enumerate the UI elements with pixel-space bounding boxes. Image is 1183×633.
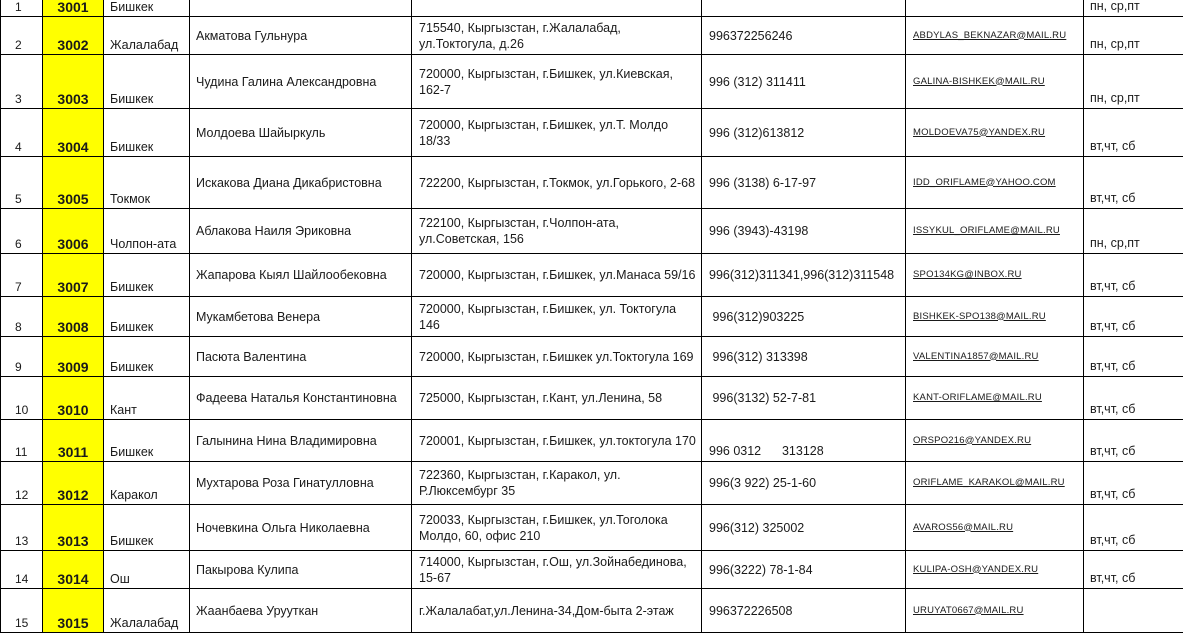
phone-cell[interactable]: 996 (312)613812 — [702, 109, 906, 157]
name-cell[interactable] — [190, 0, 412, 17]
city-cell[interactable]: Ош — [104, 551, 190, 589]
table-row — [1, 254, 1183, 297]
email-link[interactable]: ISSYKUL_ORIFLAME@MAIL.RU — [913, 225, 1060, 236]
name-cell[interactable]: Галынина Нина Владимировна — [190, 420, 412, 462]
phone-cell[interactable]: 996(3222) 78-1-84 — [702, 551, 906, 589]
table-row — [1, 462, 1183, 505]
city-cell[interactable]: Кант — [104, 377, 190, 420]
email-link[interactable]: AVAROS56@MAIL.RU — [913, 522, 1013, 533]
email-link[interactable]: KULIPA-OSH@YANDEX.RU — [913, 564, 1038, 575]
row-number-cell[interactable]: 9 — [1, 337, 43, 377]
table-row — [1, 209, 1183, 254]
email-cell[interactable] — [906, 337, 1084, 377]
email-link[interactable]: IDD_ORIFLAME@YAHOO.COM — [913, 177, 1056, 188]
name-cell[interactable]: Акматова Гульнура — [190, 17, 412, 55]
name-cell[interactable]: Мукамбетова Венера — [190, 297, 412, 337]
days-cell[interactable]: вт,чт, сб — [1084, 505, 1183, 551]
row-number-cell[interactable]: 2 — [1, 17, 43, 55]
code-cell[interactable]: 3008 — [43, 297, 104, 337]
days-cell[interactable]: вт,чт, сб — [1084, 109, 1183, 157]
phone-cell[interactable]: 996 (3943)-43198 — [702, 209, 906, 254]
name-cell[interactable]: Пакырова Кулипа — [190, 551, 412, 589]
email-link[interactable]: ORSPO216@YANDEX.RU — [913, 435, 1031, 446]
phone-cell[interactable]: 996(312) 313398 — [702, 337, 906, 377]
address-cell[interactable]: 722360, Кыргызстан, г.Каракол, ул. Р.Люксембург 35 — [412, 462, 702, 505]
email-link[interactable]: ABDYLAS_BEKNAZAR@MAIL.RU — [913, 30, 1066, 41]
name-cell[interactable]: Искакова Диана Дикабристовна — [190, 157, 412, 209]
address-cell[interactable]: 720000, Кыргызстан, г.Бишкек ул.Токтогула 169 — [412, 337, 702, 377]
row-number-cell[interactable]: 4 — [1, 109, 43, 157]
city-cell[interactable]: Бишкек — [104, 0, 190, 17]
email-cell[interactable] — [906, 17, 1084, 55]
email-link[interactable]: GALINA-BISHKEK@MAIL.RU — [913, 76, 1045, 87]
address-cell[interactable]: 715540, Кыргызстан, г.Жалалабад, ул.Токтогула, д.26 — [412, 17, 702, 55]
city-cell[interactable]: Бишкек — [104, 337, 190, 377]
days-cell[interactable]: пн, ср,пт — [1084, 0, 1183, 17]
email-cell[interactable] — [906, 297, 1084, 337]
phone-cell[interactable]: 996 (312) 311411 — [702, 55, 906, 109]
code-cell[interactable]: 3010 — [43, 377, 104, 420]
email-cell[interactable] — [906, 551, 1084, 589]
city-cell[interactable]: Бишкек — [104, 420, 190, 462]
email-link[interactable]: ORIFLAME_KARAKOL@MAIL.RU — [913, 477, 1065, 488]
days-cell[interactable]: пн, ср,пт — [1084, 55, 1183, 109]
days-cell[interactable]: пн, ср,пт — [1084, 209, 1183, 254]
row-number-cell[interactable]: 8 — [1, 297, 43, 337]
address-cell[interactable]: 720000, Кыргызстан, г.Бишкек, ул.Киевская, 162-7 — [412, 55, 702, 109]
name-cell[interactable]: Аблакова Наиля Эриковна — [190, 209, 412, 254]
email-link[interactable]: BISHKEK-SPO138@MAIL.RU — [913, 311, 1046, 322]
address-cell[interactable]: г.Жалалабат,ул.Ленина-34,Дом-быта 2-этаж — [412, 589, 702, 633]
table-row — [1, 17, 1183, 55]
name-cell[interactable]: Пасюта Валентина — [190, 337, 412, 377]
table-row — [1, 589, 1183, 633]
email-cell[interactable] — [906, 377, 1084, 420]
table-row — [1, 505, 1183, 551]
address-cell[interactable]: 722200, Кыргызстан, г.Токмок, ул.Горького, 2-68 — [412, 157, 702, 209]
email-cell[interactable] — [906, 157, 1084, 209]
email-cell[interactable] — [906, 0, 1084, 17]
name-cell[interactable]: Жапарова Кыял Шайлообековна — [190, 254, 412, 297]
email-cell[interactable] — [906, 109, 1084, 157]
address-cell[interactable]: 720001, Кыргызстан, г.Бишкек, ул.токтогула 170 — [412, 420, 702, 462]
city-cell[interactable]: Каракол — [104, 462, 190, 505]
address-cell[interactable]: 720000, Кыргызстан, г.Бишкек, ул.Манаса 59/16 — [412, 254, 702, 297]
code-cell[interactable]: 3006 — [43, 209, 104, 254]
address-cell[interactable]: 714000, Кыргызстан, г.Ош, ул.Зойнабединова, 15-67 — [412, 551, 702, 589]
code-cell[interactable]: 3009 — [43, 337, 104, 377]
phone-cell[interactable]: 996 (3138) 6-17-97 — [702, 157, 906, 209]
phone-cell[interactable]: 996(3 922) 25-1-60 — [702, 462, 906, 505]
code-cell[interactable]: 3004 — [43, 109, 104, 157]
city-cell[interactable]: Бишкек — [104, 254, 190, 297]
table-row — [1, 109, 1183, 157]
row-number-cell[interactable]: 13 — [1, 505, 43, 551]
address-cell[interactable]: 720000, Кыргызстан, г.Бишкек, ул. Токтогула 146 — [412, 297, 702, 337]
row-number-cell[interactable]: 11 — [1, 420, 43, 462]
email-cell[interactable] — [906, 420, 1084, 462]
row-number-cell[interactable]: 15 — [1, 589, 43, 633]
email-link[interactable]: VALENTINA1857@MAIL.RU — [913, 351, 1039, 362]
code-cell[interactable]: 3001 — [43, 0, 104, 17]
city-cell[interactable]: Чолпон-ата — [104, 209, 190, 254]
days-cell[interactable]: вт,чт, сб — [1084, 254, 1183, 297]
phone-cell[interactable]: 996(312)903225 — [702, 297, 906, 337]
email-cell[interactable] — [906, 254, 1084, 297]
city-cell[interactable]: Бишкек — [104, 297, 190, 337]
row-number-cell[interactable]: 3 — [1, 55, 43, 109]
row-number-cell[interactable]: 12 — [1, 462, 43, 505]
email-link[interactable]: URUYAT0667@MAIL.RU — [913, 605, 1024, 616]
table-row — [1, 551, 1183, 589]
name-cell[interactable]: Ночевкина Ольга Николаевна — [190, 505, 412, 551]
code-cell[interactable]: 3014 — [43, 551, 104, 589]
days-cell[interactable]: вт,чт, сб — [1084, 297, 1183, 337]
email-cell[interactable] — [906, 209, 1084, 254]
name-cell[interactable]: Чудина Галина Александровна — [190, 55, 412, 109]
days-cell[interactable] — [1084, 589, 1183, 633]
row-number-cell[interactable]: 10 — [1, 377, 43, 420]
table-row — [1, 0, 1183, 17]
name-cell[interactable]: Мухтарова Роза Гинатулловна — [190, 462, 412, 505]
code-cell[interactable]: 3005 — [43, 157, 104, 209]
address-cell[interactable] — [412, 0, 702, 17]
code-cell[interactable]: 3003 — [43, 55, 104, 109]
city-cell[interactable]: Бишкек — [104, 109, 190, 157]
phone-cell[interactable]: 996(312)311341,996(312)311548 — [702, 254, 906, 297]
days-cell[interactable]: вт,чт, сб — [1084, 420, 1183, 462]
city-cell[interactable]: Токмок — [104, 157, 190, 209]
table-body — [1, 0, 1183, 633]
phone-cell[interactable] — [702, 0, 906, 17]
row-number-cell[interactable]: 6 — [1, 209, 43, 254]
row-number-cell[interactable]: 7 — [1, 254, 43, 297]
address-cell[interactable]: 720033, Кыргызстан, г.Бишкек, ул.Тоголока Молдо, 60, офис 210 — [412, 505, 702, 551]
phone-cell[interactable]: 996372256246 — [702, 17, 906, 55]
days-cell[interactable]: вт,чт, сб — [1084, 551, 1183, 589]
name-cell[interactable]: Жаанбаева Урууткан — [190, 589, 412, 633]
phone-cell[interactable]: 996(3132) 52-7-81 — [702, 377, 906, 420]
city-cell[interactable]: Бишкек — [104, 505, 190, 551]
days-cell[interactable]: вт,чт, сб — [1084, 462, 1183, 505]
phone-cell[interactable]: 996372226508 — [702, 589, 906, 633]
code-cell[interactable]: 3012 — [43, 462, 104, 505]
table-row — [1, 337, 1183, 377]
email-cell[interactable] — [906, 505, 1084, 551]
email-link[interactable]: KANT-ORIFLAME@MAIL.RU — [913, 392, 1042, 403]
table-row — [1, 377, 1183, 420]
name-cell[interactable]: Фадеева Наталья Константиновна — [190, 377, 412, 420]
address-cell[interactable]: 722100, Кыргызстан, г.Чолпон-ата, ул.Советская, 156 — [412, 209, 702, 254]
address-cell[interactable]: 725000, Кыргызстан, г.Кант, ул.Ленина, 58 — [412, 377, 702, 420]
row-number-cell[interactable]: 5 — [1, 157, 43, 209]
city-cell[interactable]: Жалалабад — [104, 589, 190, 633]
code-cell[interactable]: 3011 — [43, 420, 104, 462]
code-cell[interactable]: 3002 — [43, 17, 104, 55]
days-cell[interactable]: пн, ср,пт — [1084, 17, 1183, 55]
table-row — [1, 157, 1183, 209]
days-cell[interactable]: вт,чт, сб — [1084, 337, 1183, 377]
row-number-cell[interactable]: 1 — [1, 0, 43, 17]
table-row — [1, 420, 1183, 462]
days-cell[interactable]: вт,чт, сб — [1084, 377, 1183, 420]
email-cell[interactable] — [906, 55, 1084, 109]
email-link[interactable]: MOLDOEVA75@YANDEX.RU — [913, 127, 1045, 138]
row-number-cell[interactable]: 14 — [1, 551, 43, 589]
phone-cell[interactable]: 996(312) 325002 — [702, 505, 906, 551]
table-row — [1, 55, 1183, 109]
table-row — [1, 297, 1183, 337]
code-cell[interactable]: 3013 — [43, 505, 104, 551]
code-cell[interactable]: 3015 — [43, 589, 104, 633]
code-cell[interactable]: 3007 — [43, 254, 104, 297]
email-cell[interactable] — [906, 462, 1084, 505]
city-cell[interactable]: Бишкек — [104, 55, 190, 109]
days-cell[interactable]: вт,чт, сб — [1084, 157, 1183, 209]
phone-cell[interactable]: 996 0312 313128 — [702, 420, 906, 462]
city-cell[interactable]: Жалалабад — [104, 17, 190, 55]
email-cell[interactable] — [906, 589, 1084, 633]
address-cell[interactable]: 720000, Кыргызстан, г.Бишкек, ул.Т. Молдо 18/33 — [412, 109, 702, 157]
name-cell[interactable]: Молдоева Шайыркуль — [190, 109, 412, 157]
email-link[interactable]: SPO134KG@INBOX.RU — [913, 269, 1022, 280]
